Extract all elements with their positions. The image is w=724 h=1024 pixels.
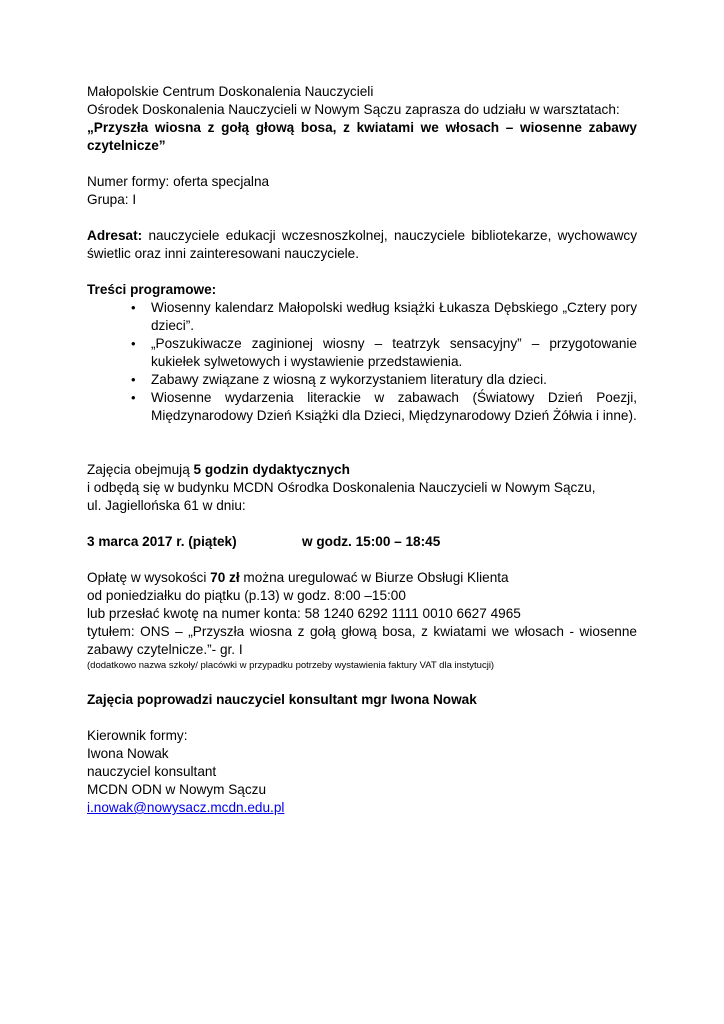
email-link[interactable]: i.nowak@nowysacz.mcdn.edu.pl [87,800,285,815]
payment-hours: od poniedziałku do piątku (p.13) w godz. 8:00 –15:00 [87,588,406,603]
audience-text: nauczyciele edukacji wczesnoszkolnej, nauczyciele bibliotekarze, wychowawcy świetlic oraz inni zainteresowani nauczyciele. [87,228,637,261]
manager-org: MCDN ODN w Nowym Sączu [87,782,267,797]
workshop-title: „Przyszła wiosna z gołą głową bosa, z kwiatami we włosach – wiosenne zabawy czytelnicze” [87,120,637,153]
manager-label: Kierownik formy: [87,728,188,743]
transfer-title: tytułem: ONS – „Przyszła wiosna z gołą głową bosa, z kwiatami we włosach - wiosenne zabawy czytelnicze.”- gr. I [87,624,637,657]
date-time-row [87,533,637,551]
list-item: • Wiosenne wydarzenia literackie w zabawach (Światowy Dzień Poezji, Międzynarodowy Dzień Książki dla Dzieci, Międzynarodowy Dzień Żółwia i inne). [131,390,637,423]
document-content [87,83,637,817]
email-line [87,799,637,817]
program-list [87,299,637,425]
address-line: ul. Jagiellońska 61 w dniu: [87,498,246,513]
invitation-line: Ośrodek Doskonalenia Nauczycieli w Nowym Sączu zaprasza do udziału w warsztatach: [87,102,620,117]
hours-line: Zajęcia obejmują 5 godzin dydaktycznych [87,462,350,477]
org-name: Małopolskie Centrum Doskonalenia Nauczycieli [87,84,374,99]
event-date: 3 marca 2017 r. (piątek) [87,534,237,549]
bullet-icon: • [131,372,136,387]
group: Grupa: I [87,192,137,207]
form-number: Numer formy: oferta specjalna [87,174,270,189]
program-heading: Treści programowe: [87,282,217,297]
bullet-icon: • [131,390,136,405]
event-time: w godz. 15:00 – 18:45 [302,534,441,549]
manager-name: Iwona Nowak [87,746,169,761]
list-item: • Zabawy związane z wiosną z wykorzystaniem literatury dla dzieci. [131,372,547,387]
manager-role: nauczyciel konsultant [87,764,217,779]
payment-line: Opłatę w wysokości 70 zł można uregulować w Biurze Obsługi Klienta [87,570,509,585]
list-item: • „Poszukiwacze zaginionej wiosny – teatrzyk sensacyjny” – przygotowanie kukiełek sylwetowych i wystawienie przedstawienia. [131,336,637,369]
bullet-icon: • [131,300,136,315]
payment-amount: 70 zł [210,570,240,585]
audience-paragraph [87,227,637,263]
hours-count: 5 godzin dydaktycznych [193,462,350,477]
instructor-line: Zajęcia poprowadzi nauczyciel konsultant mgr Iwona Nowak [87,692,477,707]
place-line: i odbędą się w budynku MCDN Ośrodka Doskonalenia Nauczycieli w Nowym Sączu, [87,480,596,495]
bank-account: lub przesłać kwotę na numer konta: 58 1240 6292 1111 0010 6627 4965 [87,606,521,621]
audience-label: Adresat: [87,228,143,243]
bullet-icon: • [131,336,136,351]
list-item: • Wiosenny kalendarz Małopolski według książki Łukasza Dębskiego „Cztery pory dzieci”. [131,300,637,333]
vat-note: (dodatkowo nazwa szkoły/ placówki w przypadku potrzeby wystawienia faktury VAT dla instytucji) [87,660,495,671]
